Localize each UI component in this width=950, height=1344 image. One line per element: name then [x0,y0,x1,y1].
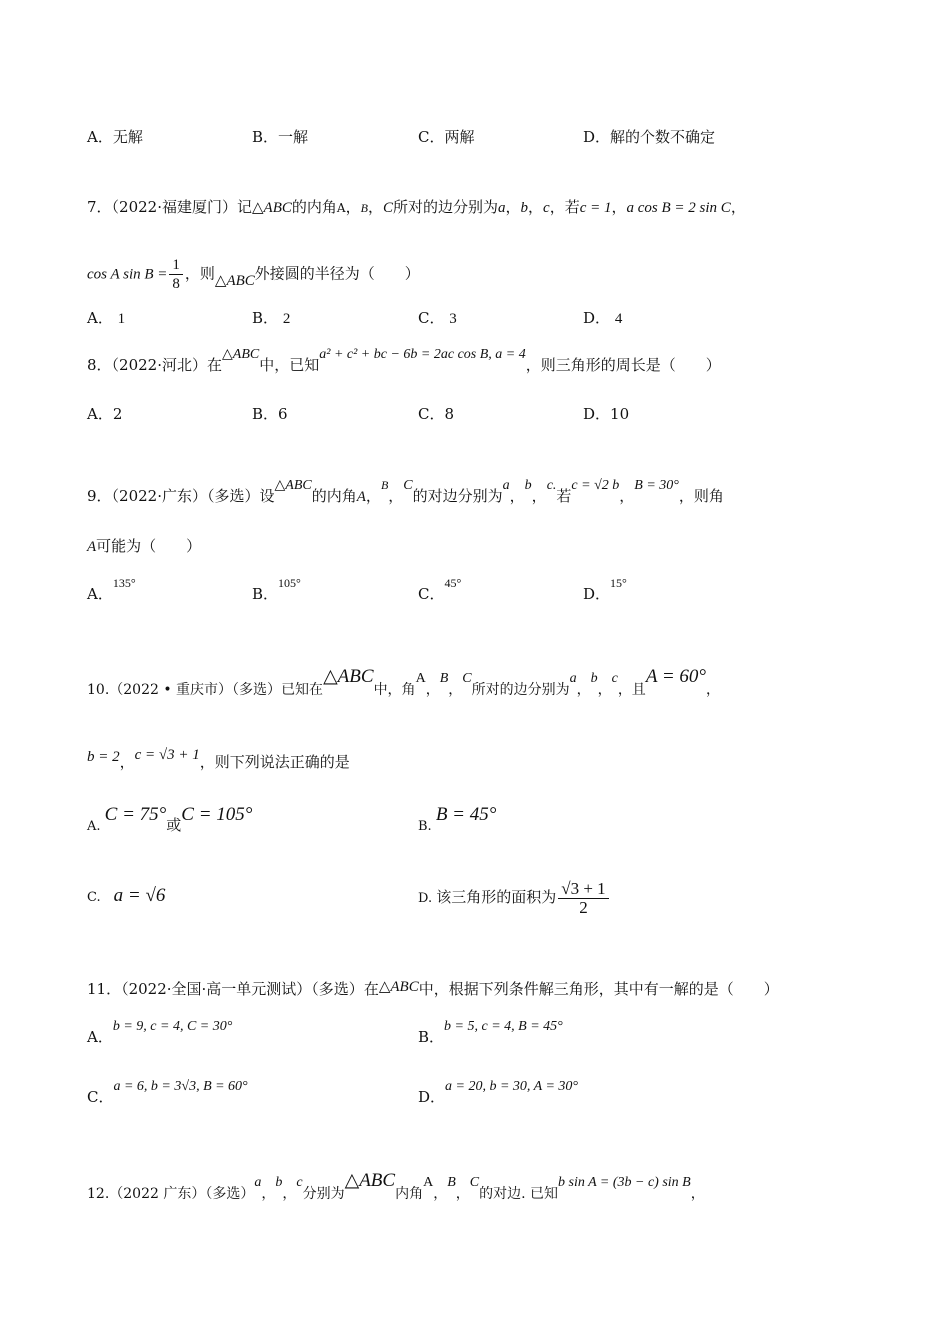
q10-option-text: 或 [166,816,182,834]
q7-angle-a: A [336,201,346,215]
q7-option-d [583,308,622,329]
q8-option-c: C．8 [418,405,455,423]
q6-option-b: B．一解 [252,128,309,146]
q7-option-label: B． [252,309,279,327]
q7-text: 若 [564,198,580,216]
q8-option-b: B．6 [252,405,288,423]
q9-text: 可能为（ ） [96,537,202,555]
q11-option-b [418,1019,563,1049]
q11-text: 在 [363,980,379,998]
q10-option-value: B = 45° [435,804,497,825]
q7-text: ，则 [184,264,215,283]
q7-number: 7． [87,198,112,216]
q9-side-c: c. [546,478,557,493]
q8-triangle: △ABC [222,347,260,362]
q7-fraction-numerator: 1 [169,256,183,275]
q11-option-value: a = 20, b = 30, A = 30° [445,1079,579,1094]
q7-side-c: c [543,200,550,216]
q9-option-d [583,576,627,605]
q10-fraction-numerator: √3 + 1 [558,880,608,899]
q7-option-label: C． [418,309,445,327]
q7-text: 记 [237,198,253,216]
q9-angle-a: A [356,489,366,505]
q8-stem [87,347,721,377]
q12-text: 的对边. 已知 [479,1186,559,1202]
q10-side-a: a [569,671,577,686]
q9-angle-c: C [403,478,413,493]
q7-option-value: 4 [614,311,623,327]
q7-angle-b: B [360,201,368,215]
q9-option-value: 135° [112,576,136,590]
q10-text: 所对的边分别为 [471,682,570,698]
q12-equation: b sin A = (3b − c) sin B [558,1175,691,1190]
q11-option-d [418,1079,579,1109]
q7-source: （2022·福建厦门） [111,198,237,216]
q12-side-c: c [296,1175,303,1190]
q10-text: 已知在 [281,682,324,698]
q11-option-label: A． [87,1028,113,1046]
q9-condition: B = 30° [634,478,679,493]
q12-triangle: △ABC [344,1170,396,1191]
q10-option-d [418,880,611,917]
q8-text: 中，已知 [259,356,320,374]
q12-side-b: b [275,1175,283,1190]
q9-text: 的对边分别为 [412,487,503,505]
q12-side-a: a [254,1175,262,1190]
q12-angle-c: C [469,1175,480,1190]
q9-angle-a: A [87,539,97,555]
q12-number: 12. [87,1186,110,1202]
q10-text: ，则下列说法正确的是 [199,753,350,771]
q10-area-fraction [558,880,608,917]
q7-option-a [87,308,125,329]
q8-option-d: D．10 [583,405,630,423]
q11-text: 中，根据下列条件解三角形，其中有一解的是（ ） [418,980,779,998]
q7-triangle: △ABC [252,200,292,216]
q6-option-d: D．解的个数不确定 [583,128,716,146]
q7-condition: c = 1 [579,200,612,216]
q9-option-value: 15° [610,576,627,590]
q7-option-label: D． [583,309,611,327]
q9-option-label: C． [418,585,445,603]
q7-condition: cos A sin B = [87,266,168,283]
q7-condition: a cos B = 2 sin C [626,200,731,216]
q7-option-value: 3 [449,311,457,327]
q9-number: 9． [87,487,112,505]
q10-option-label: B. [418,819,432,834]
q10-stem-line2: b = 2，c = √3 + 1，则下列说法正确的是 [87,747,350,771]
q7-stem: 7．（2022·福建厦门）记△ABC的内角A，B，C所对的边分别为a，b，c，若c = 1，a cos B = 2 sin C， [87,198,746,216]
q9-option-label: A． [87,585,113,603]
q12-text: ， [690,1186,705,1202]
q7-fraction-denominator: 8 [172,276,180,292]
q11-option-value: b = 5, c = 4, B = 45° [444,1019,563,1034]
q11-option-c [87,1079,248,1109]
q10-condition: c = √3 + 1 [134,747,200,763]
q9-side-a: a [502,478,510,493]
q10-condition: A = 60° [645,666,706,687]
q7-side-a: a [497,200,506,216]
q11-source: （2022·全国·高一单元测试）（多选） [121,980,364,998]
q6-option-a: A．无解 [87,128,143,146]
q10-option-a [87,804,253,837]
q10-option-text: 该三角形的面积为 [436,888,557,906]
q9-text: 若 [556,487,572,505]
q10-option-b [418,804,497,837]
q12-source: （2022 广东）（多选） [109,1186,255,1202]
q9-text: ，则角 [678,487,724,505]
q12-text: 内角 [395,1186,424,1202]
q10-source: （2022 • 重庆市）（多选） [109,682,282,698]
q9-stem: 9．（2022·广东）（多选）设△ABC的内角A，$^B$，C的对边分别为a，b，c.若c = √2 b，B = 30°，则角 [87,478,724,505]
q10-option-value: C = 105° [181,804,253,825]
q7-angle-c: C [382,200,393,216]
q11-option-value: b = 9, c = 4, C = 30° [112,1019,233,1034]
q9-option-value: 45° [444,576,462,590]
q11-stem [87,979,779,1000]
q10-stem: 10.（2022 • 重庆市）（多选）已知在△ABC中，角A，B，C所对的边分别为a，b，c，且A = 60°， [87,666,720,698]
q8-text: ，则三角形的周长是（ ） [525,356,721,374]
q10-option-value: a = √6 [113,885,166,906]
q11-option-label: B． [418,1028,445,1046]
q8-equation: a² + c² + bc − 6b = 2ac cos B, a = 4 [319,347,526,362]
q10-option-label: A. [87,819,101,834]
q9-option-a [87,576,136,605]
q9-option-b [252,576,301,605]
q9-source: （2022·广东）（多选） [111,487,260,505]
q7-text: 所对的边分别为 [392,198,498,216]
q11-number: 11． [87,980,122,998]
q7-option-value: 1 [117,311,126,327]
q9-option-label: B． [252,585,279,603]
q7-triangle: △ABC [214,272,255,289]
q7-option-c [418,308,457,329]
q10-option-label: D. [418,891,433,906]
q9-option-c [418,576,462,605]
q9-triangle: △ABC [274,478,312,493]
q9-text: 的内角 [311,487,357,505]
q10-angle-c: C [462,671,472,686]
q9-condition: c = √2 b [571,478,620,493]
q10-number: 10. [87,682,110,698]
q7-option-label: A． [87,309,113,327]
q10-side-c: c [611,671,618,686]
q12-angle-b: B [447,1175,456,1190]
q12-text: 分别为 [302,1186,345,1202]
q10-triangle: △ABC [323,666,374,687]
q9-angle-b: B [380,478,389,492]
q11-option-label: D． [418,1088,446,1106]
q7-text: 的内角 [291,198,337,216]
q10-option-c [87,886,165,908]
q9-side-b: b [524,478,532,493]
q11-option-label: C． [87,1088,114,1106]
q7-option-b [252,308,290,329]
q10-side-b: b [590,671,598,686]
q10-angle-a: A [415,671,426,686]
q10-text: ，且 [617,682,646,698]
q10-angle-b: B [439,671,449,686]
q7-fraction [169,256,183,293]
q10-option-label: C. [87,890,101,905]
q12-stem: 12.（2022 广东）（多选）a，b，c分别为△ABC内角A，B，C的对边. 已知b sin A = (3b − c) sin B， [87,1170,705,1202]
q10-fraction-denominator: 2 [579,898,588,917]
q7-option-value: 2 [282,311,291,327]
q8-number: 8． [87,356,112,374]
q10-option-value: C = 75° [104,804,167,825]
q9-option-value: 105° [278,576,301,590]
q7-text: 外接圆的半径为（ ） [254,264,420,283]
q8-text: 在 [207,356,223,374]
q9-text: 设 [259,487,275,505]
q8-option-a: A．2 [87,405,123,423]
q11-option-value: a = 6, b = 3√3, B = 60° [113,1079,248,1094]
q12-angle-a: A [423,1175,434,1190]
q7-stem-line2 [87,256,420,293]
q10-text: 中，角 [373,682,416,698]
q11-option-a [87,1019,233,1049]
q6-option-c: C．两解 [418,128,475,146]
q11-triangle: △ABC [378,979,419,995]
q10-condition: b = 2 [87,749,120,765]
q9-option-label: D． [583,585,611,603]
q7-side-b: b [520,200,528,216]
q8-source: （2022·河北） [111,356,207,374]
q9-stem-line2 [87,536,201,557]
